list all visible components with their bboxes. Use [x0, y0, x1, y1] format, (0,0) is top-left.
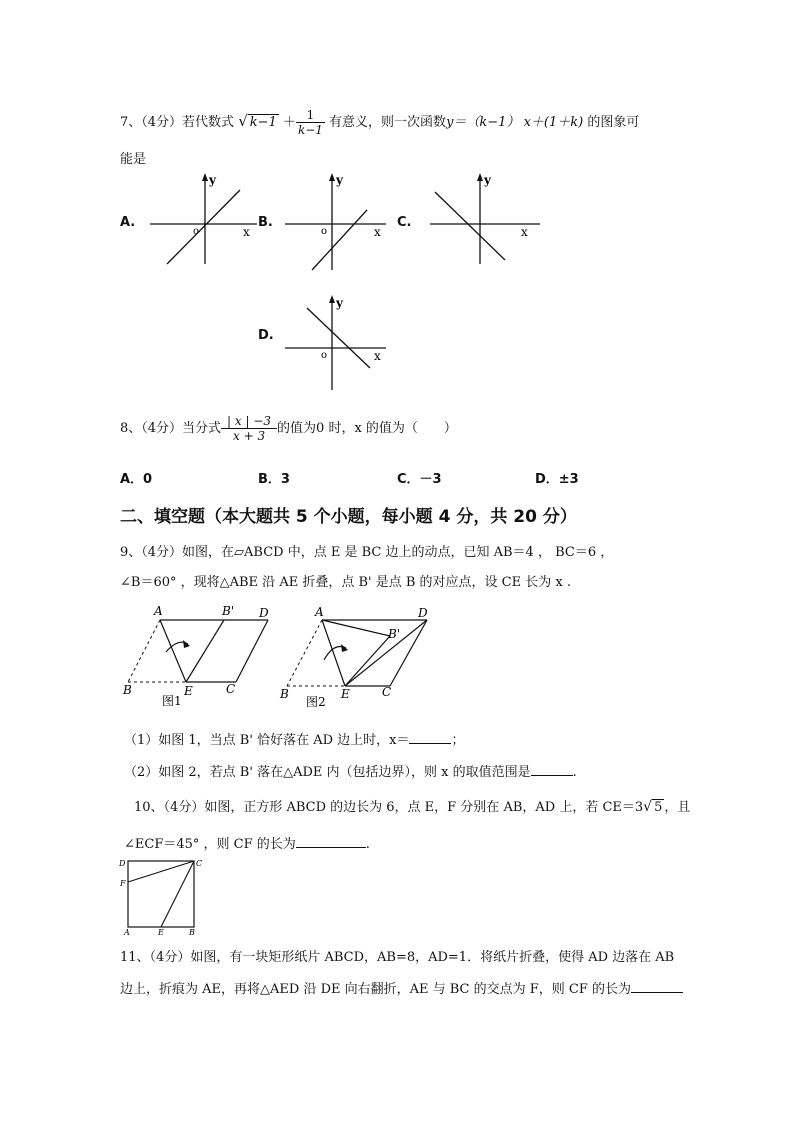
q11-line2 [120, 978, 683, 997]
origin-label: o [321, 226, 328, 237]
q9-sub1-end: ； [451, 733, 465, 748]
square-abcd [128, 861, 194, 927]
x-label: x [521, 225, 528, 239]
y-arrow-icon [477, 173, 483, 181]
q11-line2-text: 边上，折痕为 AE，再将△AED 沿 DE 向右翻折，AE 与 BC 的交点为 F，则 CF 的长为 [120, 982, 632, 997]
q11-line1: 11、（4分）如图，有一块矩形纸片 ABCD，AB=8，AD=1．将纸片折叠，使得 AD 边落在 AB [120, 950, 675, 965]
q7-option-c-label: C. [397, 215, 412, 230]
label-e: E [158, 928, 164, 937]
y-arrow-icon [329, 173, 335, 181]
q8-tail: 的值为0 时，x 的值为（ ） [277, 421, 457, 436]
q8-choice-b: B．3 [258, 472, 290, 487]
fold-arrowhead-icon [183, 640, 190, 648]
q7-frac-den: k−1 [297, 123, 323, 137]
edge-ae [160, 620, 186, 682]
q7-fraction [296, 108, 325, 137]
q7-graph-a [145, 172, 260, 267]
q8-choice-c: C．－3 [397, 472, 442, 487]
sqrt-sign: √ [238, 112, 248, 130]
x-label: x [374, 349, 381, 363]
fig2-caption: 图2 [306, 695, 326, 709]
q7-option-a-label: A. [120, 215, 136, 230]
q7-line1: 7、（4分）若代数式 √ k−1 ＋ $\frac{1}{k-1}$ 有意义，则一次函数y＝（k−1） x＋(1＋k) 的图象可 [120, 108, 640, 137]
edge-b-prime-e [345, 636, 390, 686]
q9-sub1 [124, 729, 465, 748]
q7-frac-num: 1 [296, 108, 325, 123]
q7-option-b-label: B. [258, 215, 273, 230]
q7-function: y＝（k−1） x＋(1＋k) [446, 115, 584, 130]
q9-line1: 9、（4分）如图，在▱ABCD 中，点 E 是 BC 边上的动点，已知 AB＝4 ， BC＝6 ， [120, 545, 614, 560]
label-c: C [196, 859, 203, 868]
q9-sub2-text: （2）如图 2，若点 B' 落在△ADE 内（包括边界），则 x 的取值范围是 [124, 765, 531, 780]
q8-frac-num: | x | −3 [221, 414, 277, 429]
q7-mid-text: 有意义，则一次函数 [329, 115, 447, 130]
q8-fraction [221, 414, 277, 443]
q9-figure-1 [118, 600, 288, 710]
y-label: y [336, 296, 343, 310]
label-b: B [280, 687, 289, 701]
label-f: F [120, 879, 126, 888]
label-e: E [184, 684, 193, 698]
label-d: D [418, 606, 428, 620]
q10-line1-text: 10、（4分）如图，正方形 ABCD 的边长为 6，点 E，F 分别在 AB，AD 上，若 CE＝3 [134, 800, 644, 815]
q8-line [120, 414, 457, 443]
graph-line [312, 210, 367, 270]
origin-label: o [193, 226, 200, 237]
label-a: A [315, 605, 324, 619]
label-b: B [123, 683, 132, 697]
q9-line2: ∠B＝60° ，现将△ABE 沿 AE 折叠，点 B' 是点 B 的对应点，设 CE 长为 x . [120, 575, 571, 590]
y-label: y [484, 173, 491, 187]
edge-ab-prime [322, 620, 390, 636]
edge-ab-dashed [128, 620, 160, 682]
q7-tail: 的图象可 [587, 115, 640, 130]
y-arrow-icon [329, 295, 335, 303]
q7-number: 7、（4分）若代数式 [120, 115, 235, 130]
label-c: C [226, 682, 236, 696]
x-label: x [243, 225, 250, 239]
q9-sub2-end: . [572, 765, 577, 780]
origin-label: o [321, 350, 328, 361]
q7-graph-b [282, 172, 392, 272]
label-a: A [124, 928, 130, 937]
q10-figure [115, 855, 215, 937]
q9-sub2-blank[interactable] [531, 775, 573, 776]
label-b-prime: B' [388, 627, 401, 641]
graph-line [167, 190, 240, 264]
label-b-prime: B' [222, 604, 235, 618]
label-a: A [154, 604, 163, 618]
label-d: D [119, 859, 126, 868]
y-label: y [209, 173, 216, 187]
q9-sub2 [124, 761, 577, 780]
q10-line1 [134, 796, 690, 815]
label-c: C [382, 685, 392, 699]
y-label: y [336, 173, 343, 187]
y-arrow-icon [202, 173, 208, 181]
q7-graph-c [425, 172, 545, 267]
q7-line2: 能是 [120, 152, 147, 167]
label-d: D [259, 606, 269, 620]
label-b: B [189, 928, 195, 937]
fig1-caption: 图1 [162, 694, 182, 708]
q7-graph-d [282, 292, 392, 392]
edge-ae [322, 620, 345, 686]
graph-line [435, 192, 505, 260]
q10-radicand: 5 [654, 800, 663, 815]
label-e: E [341, 687, 350, 701]
edge-dc [236, 620, 268, 682]
edge-ab-dashed [287, 620, 322, 686]
q8-choice-a: A．0 [120, 472, 153, 487]
q9-sub1-blank[interactable] [409, 743, 451, 744]
q10-line2-text: ∠ECF＝45° ，则 CF 的长为 [124, 837, 296, 852]
q9-sub1-text: （1）如图 1，当点 B' 恰好落在 AD 边上时，x＝ [124, 733, 410, 748]
fold-arrowhead-icon [341, 644, 348, 652]
q8-number: 8、（4分）当分式 [120, 421, 222, 436]
q11-blank[interactable] [631, 992, 683, 993]
section-heading: 二、填空题（本大题共 5 个小题，每小题 4 分，共 20 分） [120, 507, 577, 527]
q10-line1-end: ，且 [664, 800, 691, 815]
q10-line2-end: . [365, 837, 370, 852]
q10-blank[interactable] [296, 847, 366, 848]
segment-cf [128, 861, 194, 882]
q8-choice-d: D．±3 [535, 472, 579, 487]
q8-frac-den: x + 3 [233, 429, 266, 443]
edge-eb-prime [186, 620, 224, 682]
q10-line2 [124, 833, 370, 852]
edge-ed [345, 620, 427, 686]
graph-line [307, 308, 370, 368]
x-label: x [374, 225, 381, 239]
sqrt-sign: √ [643, 799, 653, 815]
q7-option-d-label: D. [258, 328, 274, 343]
q7-radicand: k−1 [249, 115, 277, 130]
q9-figure-2 [272, 600, 442, 710]
segment-ce [161, 861, 194, 927]
